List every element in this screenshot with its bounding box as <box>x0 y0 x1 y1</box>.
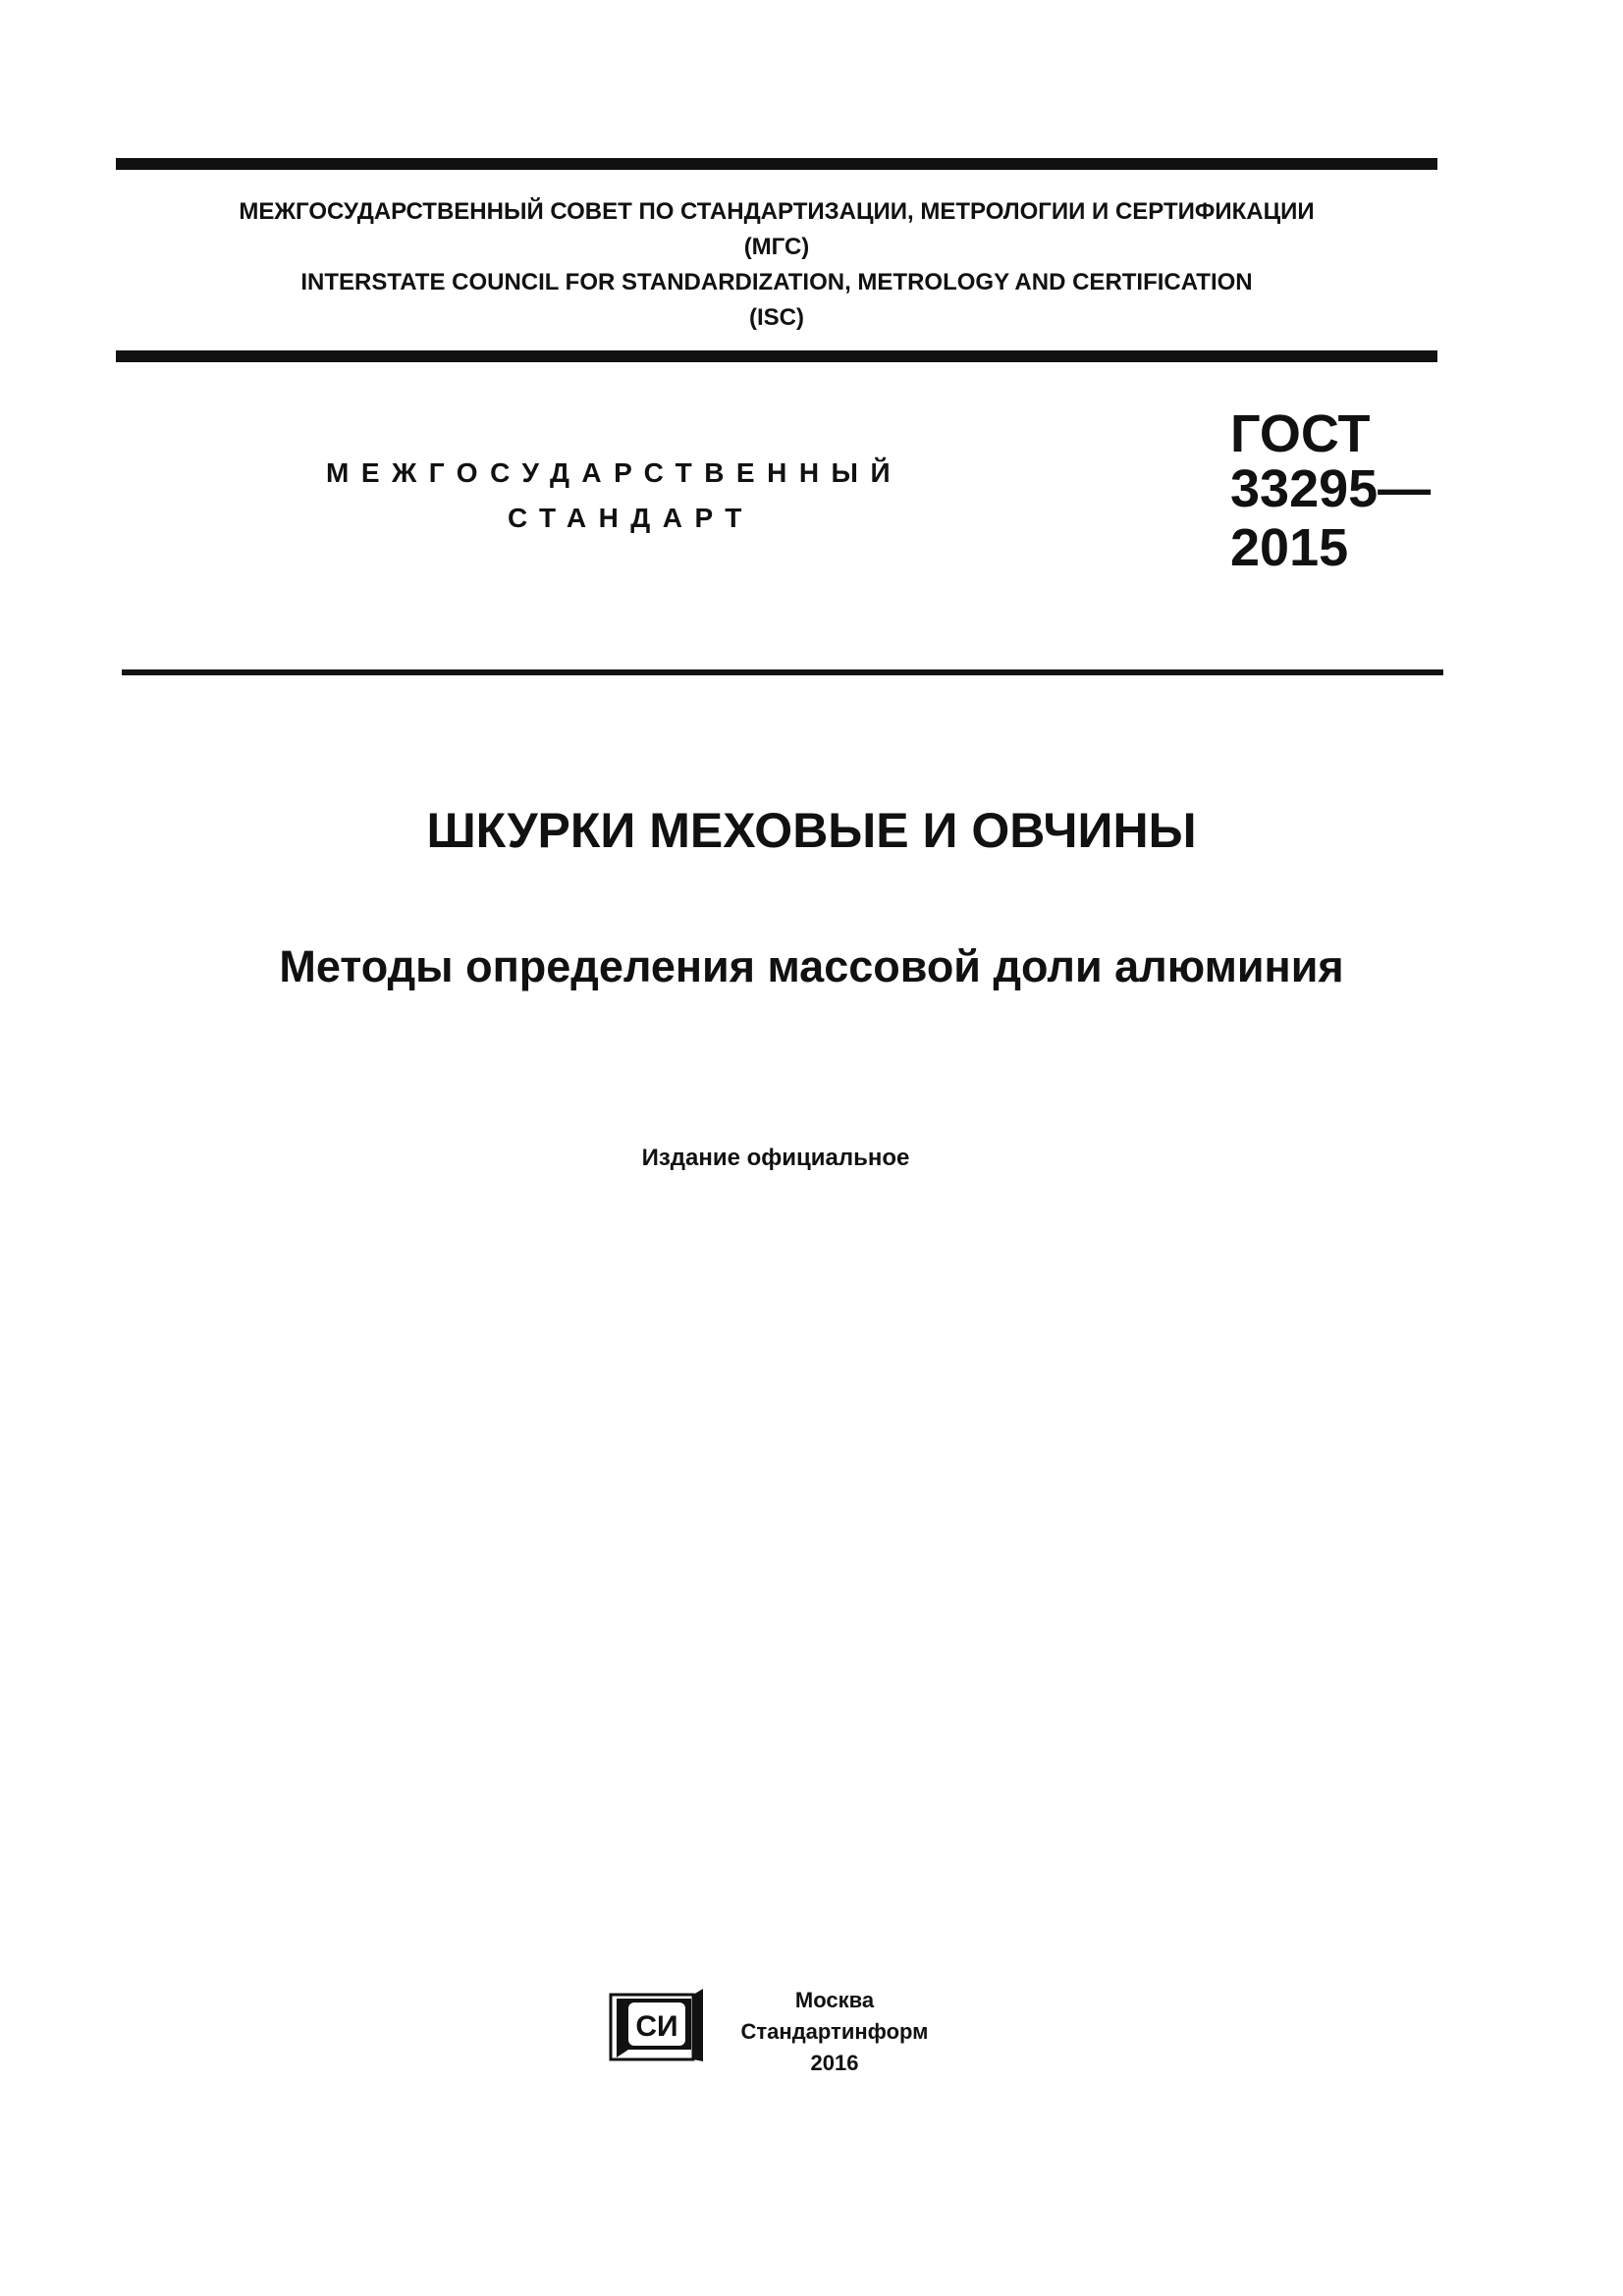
edition-label: Издание официальное <box>641 1145 910 1171</box>
gost-label: ГОСТ <box>1230 404 1371 463</box>
gost-number: 33295— <box>1230 459 1432 518</box>
top-rule <box>116 158 1437 170</box>
council-name-ru: МЕЖГОСУДАРСТВЕННЫЙ СОВЕТ ПО СТАНДАРТИЗАЦИИ, МЕТРОЛОГИИ И СЕРТИФИКАЦИИ <box>239 198 1315 225</box>
publisher-city: Москва <box>794 1988 875 2012</box>
document-subtitle: Методы определения массовой доли алюминия <box>279 941 1344 991</box>
document-title: ШКУРКИ МЕХОВЫЕ И ОВЧИНЫ <box>426 803 1197 858</box>
publisher-name: Стандартинформ <box>740 2019 929 2044</box>
standartinform-logo-icon <box>609 1989 705 2067</box>
publication-year: 2016 <box>810 2051 859 2075</box>
council-abbr-en: (ISC) <box>749 304 804 331</box>
middle-rule <box>116 350 1437 362</box>
gost-year: 2015 <box>1230 518 1349 577</box>
bottom-rule <box>122 669 1443 675</box>
logo-text: СИ <box>635 2010 678 2043</box>
standard-type-line-2: СТАНДАРТ <box>508 503 754 533</box>
council-abbr-ru: (МГС) <box>743 234 810 260</box>
standard-type-line-1: МЕЖГОСУДАРСТВЕННЫЙ <box>326 457 903 488</box>
council-name-en: INTERSTATE COUNCIL FOR STANDARDIZATION, METROLOGY AND CERTIFICATION <box>300 269 1253 295</box>
